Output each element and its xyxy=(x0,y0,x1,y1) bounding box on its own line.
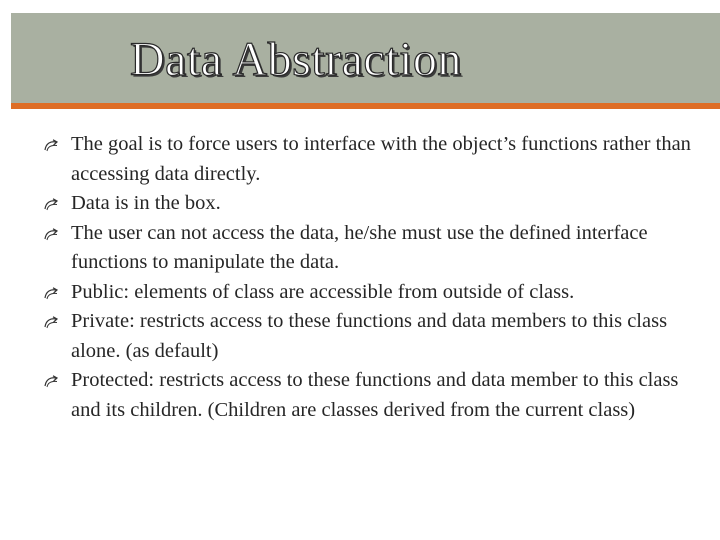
bullet-text: Public: elements of class are accessible from outside of class. xyxy=(71,280,575,303)
bullet-item xyxy=(44,278,694,308)
bullet-list xyxy=(44,130,694,425)
bullet-item xyxy=(44,219,694,278)
bullet-text: The user can not access the data, he/she must use the defined interface functions to manipulate the data. xyxy=(71,221,648,273)
curved-arrow-bullet-icon xyxy=(44,139,60,152)
bullet-item xyxy=(44,130,694,189)
bullet-item xyxy=(44,189,694,219)
slide-title: Data Abstraction xyxy=(130,33,462,86)
curved-arrow-bullet-icon xyxy=(44,316,60,329)
bullet-text: Data is in the box. xyxy=(71,192,221,214)
title-accent-bar xyxy=(11,103,720,109)
bullet-text: Private: restricts access to these functions and data members to this class alone. (as default) xyxy=(71,310,668,362)
curved-arrow-bullet-icon xyxy=(44,287,60,300)
bullet-item xyxy=(44,366,694,425)
curved-arrow-bullet-icon xyxy=(44,375,60,388)
curved-arrow-bullet-icon xyxy=(44,198,60,211)
bullet-text: The goal is to force users to interface with the object’s functions rather than accessing data directly. xyxy=(71,133,691,185)
bullet-item xyxy=(44,307,694,366)
curved-arrow-bullet-icon xyxy=(44,228,60,241)
bullet-text: Protected: restricts access to these functions and data member to this class and its children. (Children are classes derived from the current class) xyxy=(71,369,679,421)
